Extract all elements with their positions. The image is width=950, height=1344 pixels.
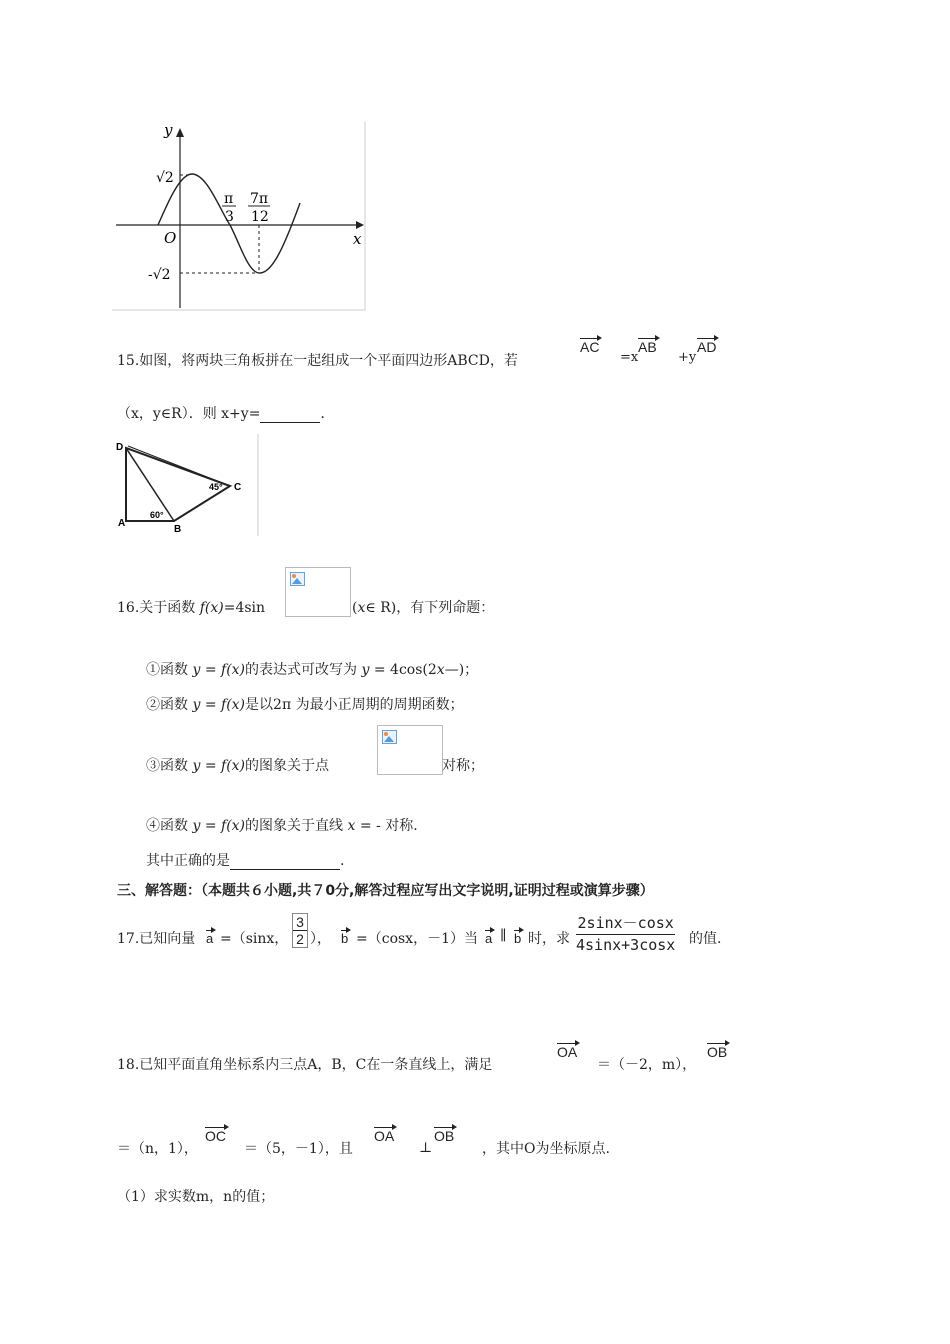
svg-text:45°: 45°: [209, 482, 223, 492]
q16-item-4: ④函数 y = f(x)的图象关于直线 x = - 对称.: [146, 818, 418, 834]
vector-ob: OB: [707, 1044, 728, 1060]
vector-ab: AB: [638, 339, 657, 355]
section-title: 三、解答题：（本题共６小题,共７0分,解答过程应写出文字说明,证明过程或演算步骤）: [117, 883, 654, 899]
q16-stem: 16.关于函数 f(x)=4sin: [117, 600, 266, 616]
q17-prefix: 17.已知向量: [117, 931, 196, 947]
vector-ob-2: OB: [434, 1128, 455, 1144]
x-axis-label: x: [353, 230, 362, 248]
answer-blank[interactable]: [230, 855, 340, 870]
svg-text:A: A: [118, 518, 126, 529]
sqrt2-label: √2: [156, 170, 174, 186]
vector-oa-2: OA: [374, 1128, 395, 1144]
q16-item-3-end: 对称；: [442, 758, 484, 774]
q18-line2-a: ＝（n，1），: [117, 1141, 198, 1157]
answer-blank[interactable]: [260, 408, 320, 423]
q18-line1: 18.已知平面直角坐标系内三点A，B，C在一条直线上，满足: [117, 1057, 493, 1073]
vector-ad: AD: [697, 339, 717, 355]
origin-label: O: [164, 229, 177, 247]
svg-text:3: 3: [225, 209, 234, 225]
svg-text:7π: 7π: [250, 191, 269, 207]
vector-oa: OA: [557, 1044, 578, 1060]
svg-text:60°: 60°: [150, 510, 164, 520]
svg-text:π: π: [224, 191, 234, 207]
quadrilateral-figure: [112, 434, 262, 538]
fraction-3-2: 3 2: [292, 913, 308, 948]
q16-domain: (x∈ R)，有下列命题：: [352, 600, 495, 616]
broken-image-icon: [382, 730, 397, 744]
q16-item-3: ③函数 y = f(x)的图象关于点: [146, 758, 330, 774]
svg-text:12: 12: [251, 209, 269, 225]
expression-fraction: 2sinx－cosx 4sinx+3cosx: [576, 914, 676, 954]
broken-image-icon: [290, 572, 305, 586]
svg-text:B: B: [174, 524, 182, 535]
vector-oc: OC: [205, 1128, 226, 1144]
q15-line1: 15.如图，将两块三角板拼在一起组成一个平面四边形ABCD，若: [117, 353, 518, 369]
missing-image-placeholder: [377, 725, 443, 775]
vector-a: a: [206, 931, 214, 946]
sine-graph-figure: [112, 122, 368, 312]
q18-sub1: （1）求实数m，n的值；: [117, 1189, 275, 1205]
q16-item-1: ①函数 y = f(x)的表达式可改写为 y = 4cos(2x—)；: [146, 662, 479, 678]
q16-answer: 其中正确的是 .: [146, 853, 345, 869]
vector-b-2: b: [514, 931, 522, 946]
y-axis-label: y: [164, 122, 173, 139]
svg-text:D: D: [116, 442, 124, 453]
missing-image-placeholder: [285, 567, 351, 617]
q16-item-2: ②函数 y = f(x)是以2π 为最小正周期的周期函数；: [146, 697, 464, 713]
vector-a-2: a: [485, 931, 493, 946]
vector-b: b: [341, 931, 349, 946]
q15-line2: （x，y∈R）．则 x+y= ．: [117, 406, 335, 422]
neg-sqrt2-label: -√2: [148, 267, 171, 283]
svg-text:C: C: [234, 482, 242, 493]
vector-ac: AC: [580, 339, 600, 355]
